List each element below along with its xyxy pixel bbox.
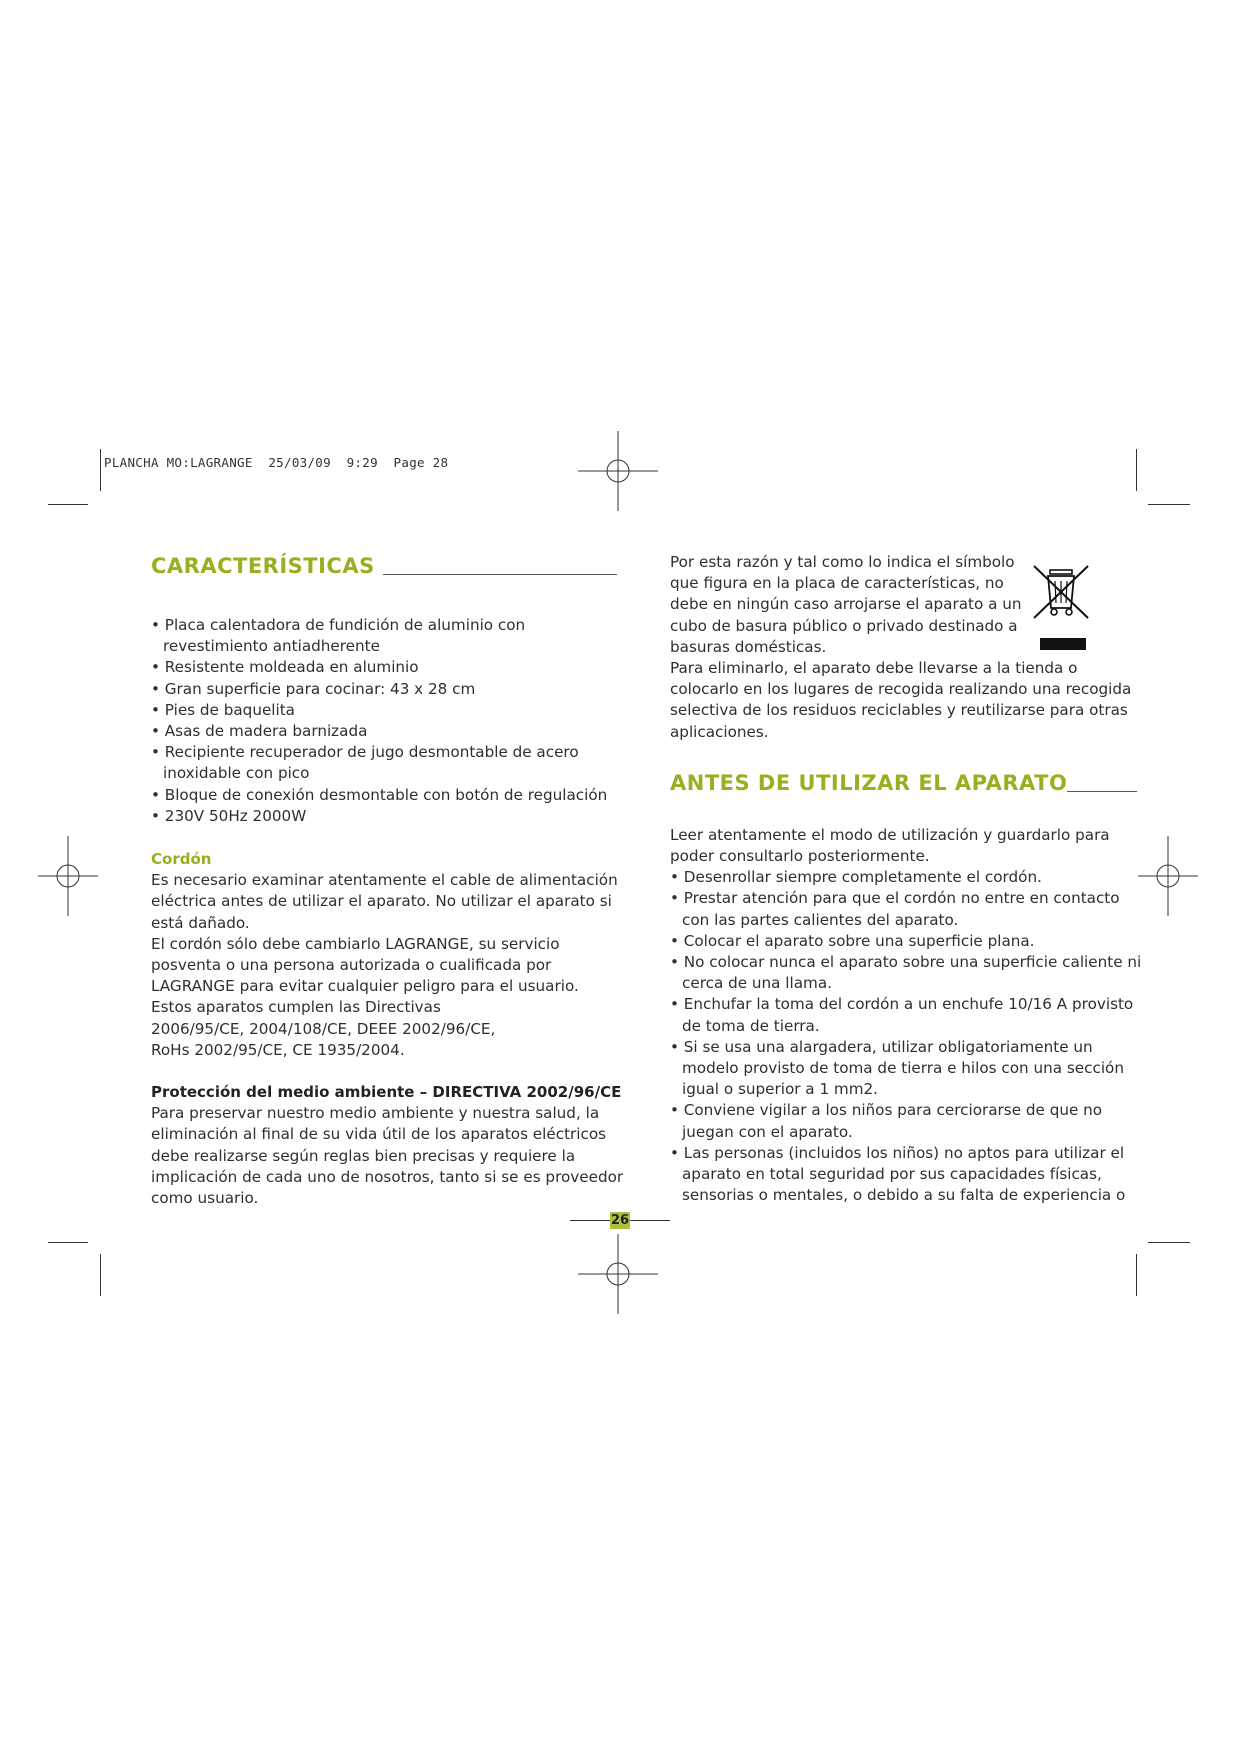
page-number: 26	[610, 1213, 630, 1228]
environment-paragraph: Para preservar nuestro medio ambiente y nuestra salud, la eliminación al final de su vida útil de los aparatos eléctricos debe realizarse según reglas bien precisas y requiere la implicación de cada uno de nosotros, tanto si se es proveedor como usuario.	[151, 1104, 624, 1208]
list-item: • 230V 50Hz 2000W	[151, 806, 307, 825]
list-item: • Gran superficie para cocinar: 43 x 28 cm	[151, 679, 476, 698]
right-column	[670, 552, 1148, 1206]
crop-mark-top-left-v	[100, 449, 101, 491]
safety-list	[670, 867, 1148, 1206]
list-item: • Placa calentadora de fundición de aluminio con revestimiento antiadherente	[151, 616, 526, 656]
list-item: • Recipiente recuperador de jugo desmontable de acero inoxidable con pico	[151, 743, 579, 783]
list-item: • Si se usa una alargadera, utilizar obligatoriamente un modelo provisto de toma de tierra e hilos con una sección igual o superior a 1 mm2.	[670, 1037, 1124, 1099]
crossed-out-wheelie-bin-icon	[1028, 562, 1096, 622]
list-item: • No colocar nunca el aparato sobre una superficie caliente ni cerca de una llama.	[670, 953, 1142, 993]
disposal-paragraph: Para eliminarlo, el aparato debe llevarse a la tienda o colocarlo en los lugares de recogida realizando una recogida selectiva de los residuos reciclables y reutilizarse para otras aplicaciones.	[670, 659, 1132, 741]
crop-mark-top-left-h	[48, 504, 88, 505]
crop-mark-bottom-left-v	[100, 1254, 101, 1296]
section-title-antes-de-utilizar: ANTES DE UTILIZAR EL APARATO	[670, 769, 1148, 797]
features-list	[151, 615, 631, 827]
list-item: • Desenrollar siempre completamente el cordón.	[670, 868, 1042, 887]
page-number-rule-right	[630, 1220, 670, 1221]
list-item: • Pies de baquelita	[151, 700, 295, 719]
page-number-rule-left	[570, 1220, 610, 1221]
crop-mark-top-right-v	[1136, 449, 1137, 491]
section-title-caracteristicas: CARACTERÍSTICAS	[151, 552, 631, 580]
list-item: • Las personas (incluidos los niños) no aptos para utilizar el aparato en total seguridad por sus capacidades físicas, sensorias o mentales, o debido a su falta de experiencia o	[670, 1143, 1126, 1205]
list-item: • Bloque de conexión desmontable con botón de regulación	[151, 785, 608, 804]
cord-paragraph: Es necesario examinar atentamente el cable de alimentación eléctrica antes de utilizar el aparato. No utilizar el aparato si está dañado.	[151, 871, 618, 932]
list-item: • Asas de madera barnizada	[151, 722, 368, 741]
crop-mark-bottom-left-h	[48, 1242, 88, 1243]
list-item: • Resistente moldeada en aluminio	[151, 658, 419, 677]
registration-mark-icon	[28, 836, 108, 916]
crop-mark-bottom-right-h	[1148, 1242, 1190, 1243]
environment-heading: Protección del medio ambiente – DIRECTIVA 2002/96/CE	[151, 1083, 622, 1102]
crop-mark-bottom-right-v	[1136, 1254, 1137, 1296]
left-column	[151, 552, 631, 1209]
disposal-paragraph: Por esta razón y tal como lo indica el símbolo que figura en la placa de características, no debe en ningún caso arrojarse el aparato a un cubo de basura público o privado destinado a basuras domésticas.	[670, 553, 1022, 656]
list-item: • Conviene vigilar a los niños para cerciorarse de que no juegan con el aparato.	[670, 1101, 1103, 1141]
registration-mark-icon	[578, 1234, 658, 1314]
list-item: • Colocar el aparato sobre una superficie plana.	[670, 931, 1035, 950]
weee-bar	[1040, 638, 1086, 650]
registration-mark-icon	[578, 431, 658, 511]
directives-paragraph: Estos aparatos cumplen las Directivas 2006/95/CE, 2004/108/CE, DEEE 2002/96/CE, RoHs 2002/95/CE, CE 1935/2004.	[151, 998, 496, 1059]
list-item: • Prestar atención para que el cordón no entre en contacto con las partes calientes del aparato.	[670, 889, 1120, 929]
list-item: • Enchufar la toma del cordón a un enchufe 10/16 A provisto de toma de tierra.	[670, 995, 1134, 1035]
intro-paragraph: Leer atentamente el modo de utilización y guardarlo para poder consultarlo posteriormente.	[670, 825, 1110, 866]
print-slug: PLANCHA MO:LAGRANGE 25/03/09 9:29 Page 28	[104, 455, 449, 470]
cord-paragraph: El cordón sólo debe cambiarlo LAGRANGE, su servicio posventa o una persona autorizada o cualificada por LAGRANGE para evitar cualquier peligro para el usuario.	[151, 934, 579, 996]
crop-mark-top-right-h	[1148, 504, 1190, 505]
cord-heading: Cordón	[151, 850, 212, 869]
